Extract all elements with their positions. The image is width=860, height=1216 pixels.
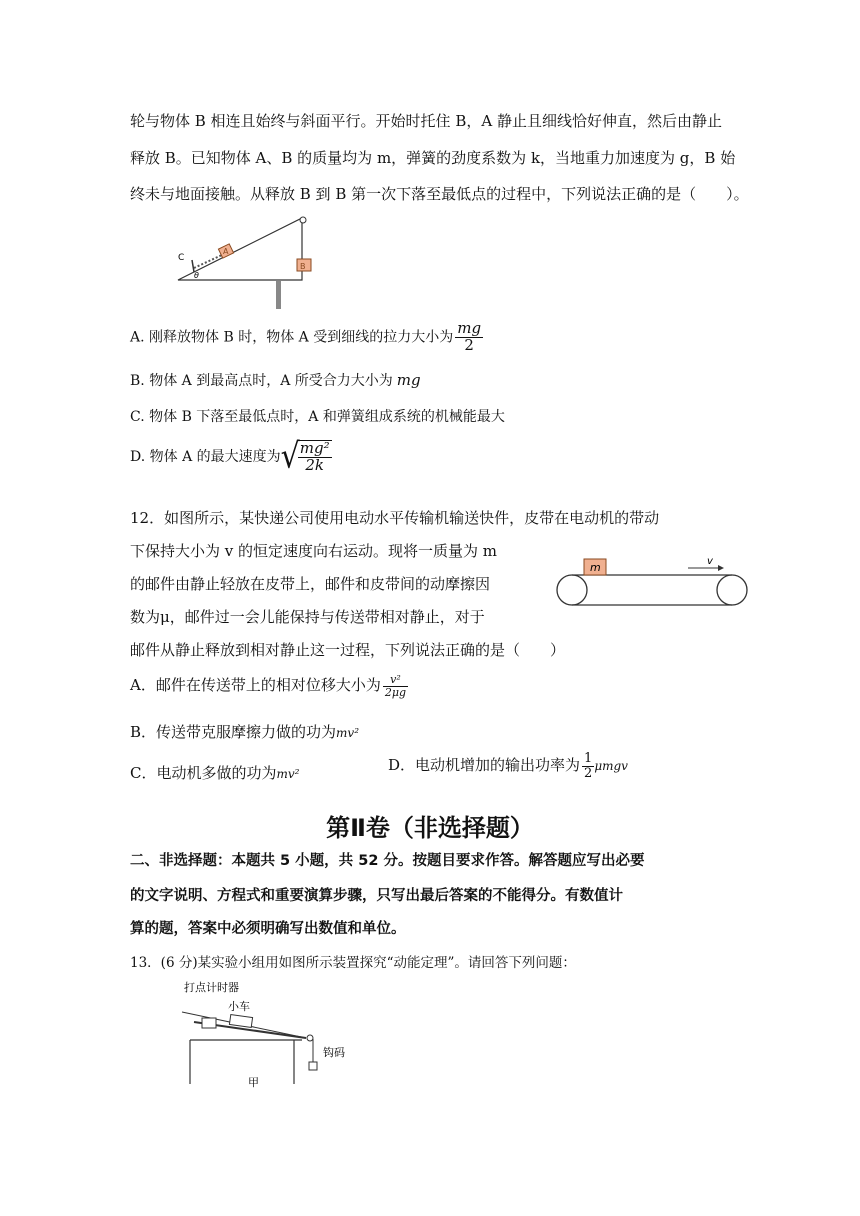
- q11-line-1: 轮与物体 B 相连且始终与斜面平行。开始时托住 B，A 静止且细线恰好伸直，然后由静止: [130, 112, 722, 130]
- q12-line-4: 数为μ，邮件过一会儿能保持与传送带相对静止，对于: [130, 608, 485, 626]
- arrowhead-icon: [718, 565, 724, 571]
- incline-figure: [170, 208, 320, 314]
- label-timer: 打点计时器: [184, 981, 239, 994]
- q12-option-d: [388, 752, 628, 780]
- section-instructions-3: 算的题，答案中必须明确写出数值和单位。: [130, 921, 406, 937]
- left-roller: [557, 575, 587, 605]
- cart-icon: [229, 1015, 252, 1028]
- section-instructions-1: 二、非选择题：本题共 5 小题，共 52 分。按题目要求作答。解答题应写出必要: [130, 853, 645, 869]
- q11-option-d-fraction: $\frac{\text{mg²}}{2k}$: [299, 439, 330, 474]
- label-cart: 小车: [228, 1000, 250, 1013]
- q11-option-b-math: mg: [396, 371, 421, 389]
- section-title: 第Ⅱ卷（非选择题）: [326, 814, 534, 842]
- q11-option-a: [130, 321, 483, 354]
- q12-option-c: [130, 762, 299, 783]
- label-caption: 甲: [248, 1076, 259, 1089]
- q11-option-d-text: D. 物体 A 的最大速度为: [130, 448, 281, 465]
- q11-option-b-text: B. 物体 A 到最高点时，A 所受合力大小为: [130, 373, 393, 389]
- q12-option-c-math: mv²: [276, 767, 300, 781]
- support-post: [276, 281, 281, 309]
- q11-option-d: [130, 436, 332, 477]
- label-theta: θ: [194, 271, 199, 280]
- section-instructions-2: 的文字说明、方程式和重要演算步骤，只写出最后答案的不能得分。有数值计: [130, 888, 623, 904]
- timer-icon: [202, 1018, 216, 1028]
- q11-line-3: 终未与地面接触。从释放 B 到 B 第一次下落至最低点的过程中，下列说法正确的是（ ）。: [130, 185, 749, 203]
- right-roller: [717, 575, 747, 605]
- pulley-icon: [300, 217, 306, 223]
- q11-option-a-text: A. 刚释放物体 B 时，物体 A 受到细线的拉力大小为: [130, 329, 454, 346]
- q11-line-2: 释放 B。已知物体 A、B 的质量均为 m，弹簧的劲度系数为 k，当地重力加速度为 g，B 始: [130, 149, 736, 167]
- q12-option-a-text: A．邮件在传送带上的相对位移大小为: [130, 676, 381, 695]
- q11-option-b: [130, 370, 421, 390]
- q12-option-b: [130, 721, 359, 742]
- label-b: B: [300, 262, 306, 271]
- cart-figure: [176, 976, 352, 1094]
- q12-line-3: 的邮件由静止轻放在皮带上，邮件和皮带间的动摩擦因: [130, 575, 491, 593]
- label-m: m: [590, 561, 601, 574]
- q12-option-a: [130, 674, 408, 698]
- label-v: v: [707, 556, 713, 567]
- q13-text: 13．(6 分)某实验小组用如图所示装置探究“动能定理”。请回答下列问题：: [130, 955, 576, 971]
- label-weight-1: 钩码: [323, 1046, 345, 1059]
- q12-option-c-text: C．电动机多做的功为: [130, 764, 277, 782]
- weight-icon: [309, 1062, 317, 1070]
- q12-option-d-math: μmgv: [594, 759, 628, 774]
- sqrt-icon: √: [280, 436, 300, 477]
- q12-option-b-math: mv²: [336, 726, 359, 740]
- q11-option-c: C. 物体 B 下落至最低点时，A 和弹簧组成系统的机械能最大: [130, 409, 505, 425]
- label-a: A: [223, 247, 229, 256]
- conveyor-figure: [552, 554, 752, 610]
- q12-line-2: 下保持大小为 v 的恒定速度向右运动。现将一质量为 m: [130, 542, 498, 560]
- label-c: C: [178, 253, 185, 263]
- q12-option-d-fraction: $\frac{1}{2}$: [584, 751, 593, 781]
- q12-option-d-text: D．电动机增加的输出功率为: [388, 756, 581, 775]
- pulley-icon: [307, 1035, 313, 1041]
- q12-line-1: 12．如图所示，某快递公司使用电动水平传输机输送快件，皮带在电动机的带动: [130, 509, 660, 527]
- q12-option-a-fraction: $\frac{\text{v²}}{2\mu g}$: [384, 673, 407, 699]
- spring-icon: [194, 254, 224, 268]
- q12-line-5: 邮件从静止释放到相对静止这一过程，下列说法正确的是（ ）: [130, 641, 566, 659]
- q11-option-a-fraction: $\frac{mg}{2}$: [457, 319, 482, 354]
- q12-option-b-text: B．传送带克服摩擦力做的功为: [130, 723, 337, 741]
